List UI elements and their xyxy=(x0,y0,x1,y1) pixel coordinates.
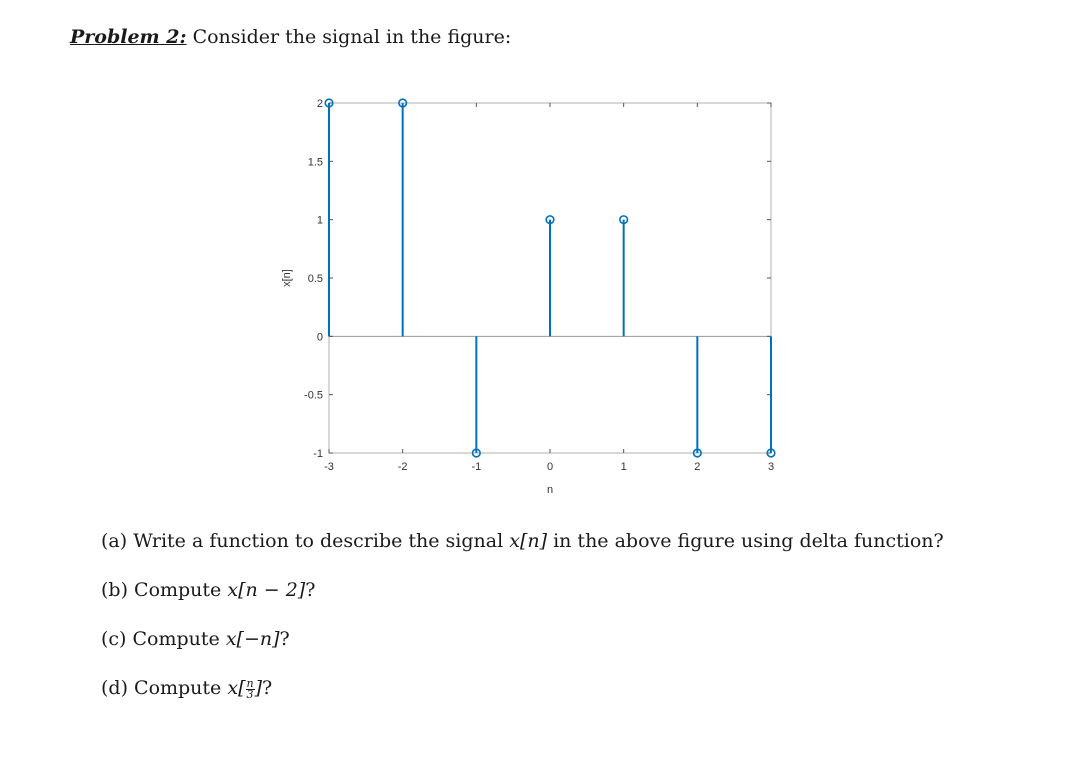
x-tick-label: 1 xyxy=(620,461,627,473)
x-tick-label: 3 xyxy=(767,461,775,473)
question-d-math-open: x[ xyxy=(227,677,246,699)
x-tick-label: -1 xyxy=(471,461,482,473)
question-d xyxy=(101,677,272,700)
y-tick-label: -1 xyxy=(313,448,323,460)
question-d-math-close: ] xyxy=(254,677,263,699)
question-b xyxy=(101,579,315,601)
question-d-prefix: (d) Compute xyxy=(101,677,222,699)
x-tick-label: 0 xyxy=(546,461,554,473)
y-tick-label: 0 xyxy=(316,331,323,344)
problem-intro: Consider the signal in the figure: xyxy=(192,26,512,48)
fraction-numerator: n xyxy=(246,676,254,690)
question-d-fraction xyxy=(246,676,255,701)
question-a xyxy=(101,530,944,552)
x-tick-label: 2 xyxy=(694,461,701,473)
x-axis-label: n xyxy=(546,484,554,496)
stem-plot xyxy=(270,88,810,508)
problem-header xyxy=(70,26,511,48)
question-c-suffix: ? xyxy=(279,628,290,650)
question-a-suffix: in the above figure using delta function? xyxy=(553,530,944,552)
question-c-math: x[−n] xyxy=(225,628,280,650)
question-b-math: x[n − 2] xyxy=(227,579,306,601)
y-tick-label: 0.5 xyxy=(307,273,323,285)
y-tick-label: 2 xyxy=(316,98,323,110)
question-a-prefix: (a) Write a function to describe the signal xyxy=(101,530,504,552)
y-tick-label: -0.5 xyxy=(304,389,323,402)
question-c xyxy=(101,628,290,650)
question-a-math: x[n] xyxy=(509,530,548,552)
problem-label: Problem 2: xyxy=(70,26,187,48)
y-axis-label: x[n] xyxy=(281,269,293,287)
x-tick-label: -2 xyxy=(397,461,408,473)
question-b-suffix: ? xyxy=(305,579,316,601)
x-tick-label: -3 xyxy=(324,461,334,473)
y-tick-label: 1 xyxy=(316,214,323,227)
fraction-denominator: 3 xyxy=(246,687,254,701)
question-c-prefix: (c) Compute xyxy=(101,628,220,650)
y-tick-label: 1.5 xyxy=(307,156,323,169)
question-b-prefix: (b) Compute xyxy=(101,579,222,601)
question-d-suffix: ? xyxy=(262,677,273,699)
